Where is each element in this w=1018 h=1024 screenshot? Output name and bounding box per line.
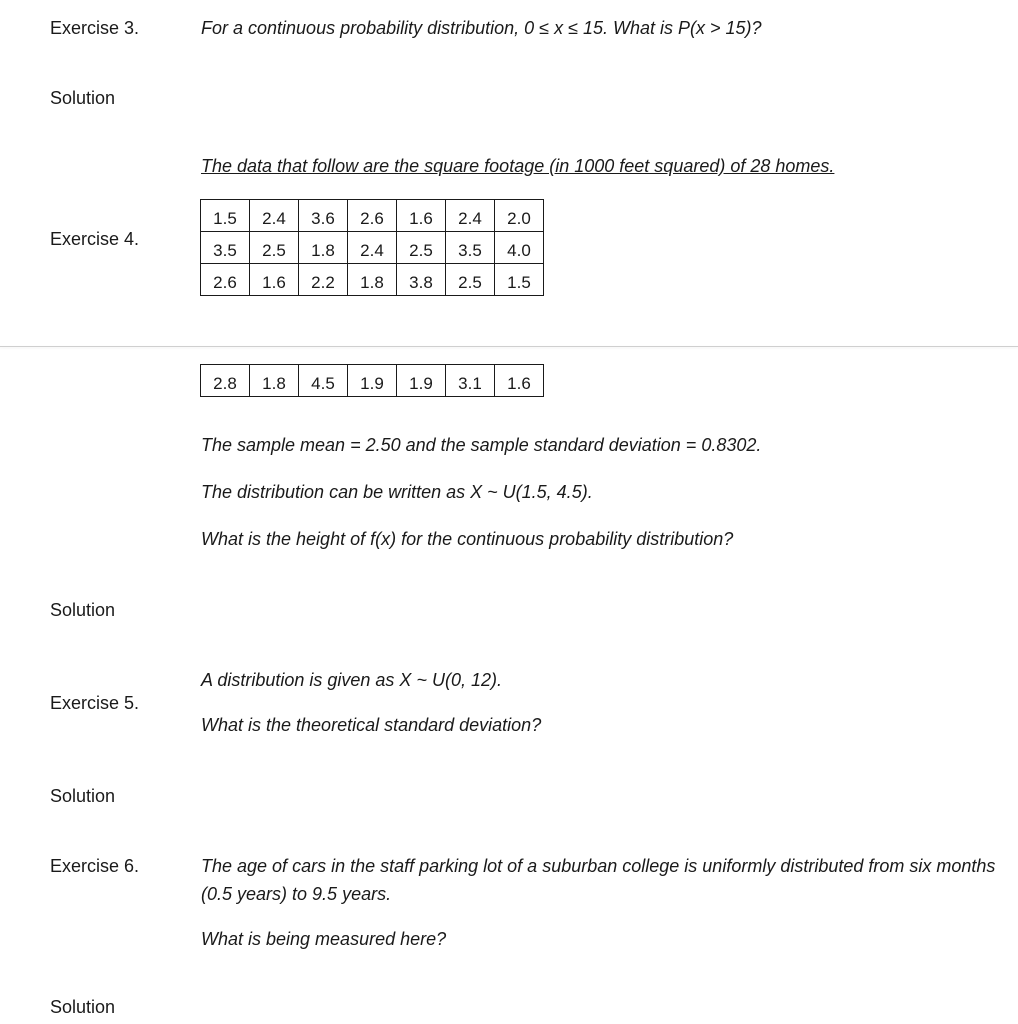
- exercise-3-question: For a continuous probability distribution, 0 ≤ x ≤ 15. What is P(x > 15)?: [201, 18, 762, 38]
- exercise-5-question: What is the theoretical standard deviation?: [201, 715, 542, 735]
- exercise-3-label: Exercise 3.: [50, 18, 140, 38]
- table-cell: 2.0: [495, 200, 544, 232]
- table-cell: 1.9: [348, 365, 397, 397]
- exercise-6-question: What is being measured here?: [201, 929, 447, 949]
- exercise-4-question: What is the height of f(x) for the continuous probability distribution?: [201, 529, 734, 549]
- table-cell: 1.5: [495, 264, 544, 296]
- table-cell: 2.4: [250, 200, 299, 232]
- table-cell: 3.6: [299, 200, 348, 232]
- table-cell: 2.4: [348, 232, 397, 264]
- table-row: [201, 365, 544, 397]
- table-cell: 2.2: [299, 264, 348, 296]
- table-cell: 3.1: [446, 365, 495, 397]
- page-break-divider: [0, 346, 1018, 347]
- table-cell: 3.5: [446, 232, 495, 264]
- exercise-4-sample-stats: The sample mean = 2.50 and the sample standard deviation = 0.8302.: [201, 435, 762, 455]
- square-footage-table-top: [200, 199, 544, 296]
- table-cell: 4.5: [299, 365, 348, 397]
- exercise-6-solution-label: Solution: [50, 997, 116, 1017]
- table-cell: 1.8: [250, 365, 299, 397]
- table-cell: 1.9: [397, 365, 446, 397]
- table-cell: 2.5: [397, 232, 446, 264]
- table-cell: 1.8: [299, 232, 348, 264]
- table-cell: 2.5: [250, 232, 299, 264]
- table-cell: 1.6: [250, 264, 299, 296]
- table-cell: 2.6: [201, 264, 250, 296]
- square-footage-table-bottom: [200, 364, 544, 397]
- exercise-4-solution-label: Solution: [50, 600, 116, 620]
- exercise-6-label: Exercise 6.: [50, 856, 140, 876]
- table-cell: 2.8: [201, 365, 250, 397]
- table-cell: 3.5: [201, 232, 250, 264]
- table-row: [201, 264, 544, 296]
- table-cell: 2.5: [446, 264, 495, 296]
- table-row: [201, 232, 544, 264]
- table-cell: 2.6: [348, 200, 397, 232]
- exercise-4-intro: The data that follow are the square footage (in 1000 feet squared) of 28 homes.: [201, 156, 835, 176]
- exercise-5-given: A distribution is given as X ~ U(0, 12).: [201, 670, 502, 690]
- table-row: [201, 200, 544, 232]
- table-cell: 1.8: [348, 264, 397, 296]
- table-cell: 1.6: [397, 200, 446, 232]
- table-cell: 1.5: [201, 200, 250, 232]
- exercise-6-given: The age of cars in the staff parking lot of a suburban college is uniformly distributed from six months (0.5 years) to 9.5 years.: [201, 856, 996, 904]
- table-cell: 2.4: [446, 200, 495, 232]
- table-cell: 3.8: [397, 264, 446, 296]
- exercise-4-distribution: The distribution can be written as X ~ U(1.5, 4.5).: [201, 482, 593, 502]
- exercise-5-label: Exercise 5.: [50, 693, 140, 713]
- exercise-5-solution-label: Solution: [50, 786, 116, 806]
- table-cell: 1.6: [495, 365, 544, 397]
- table-cell: 4.0: [495, 232, 544, 264]
- exercise-3-solution-label: Solution: [50, 88, 116, 108]
- exercise-4-label: Exercise 4.: [50, 229, 140, 249]
